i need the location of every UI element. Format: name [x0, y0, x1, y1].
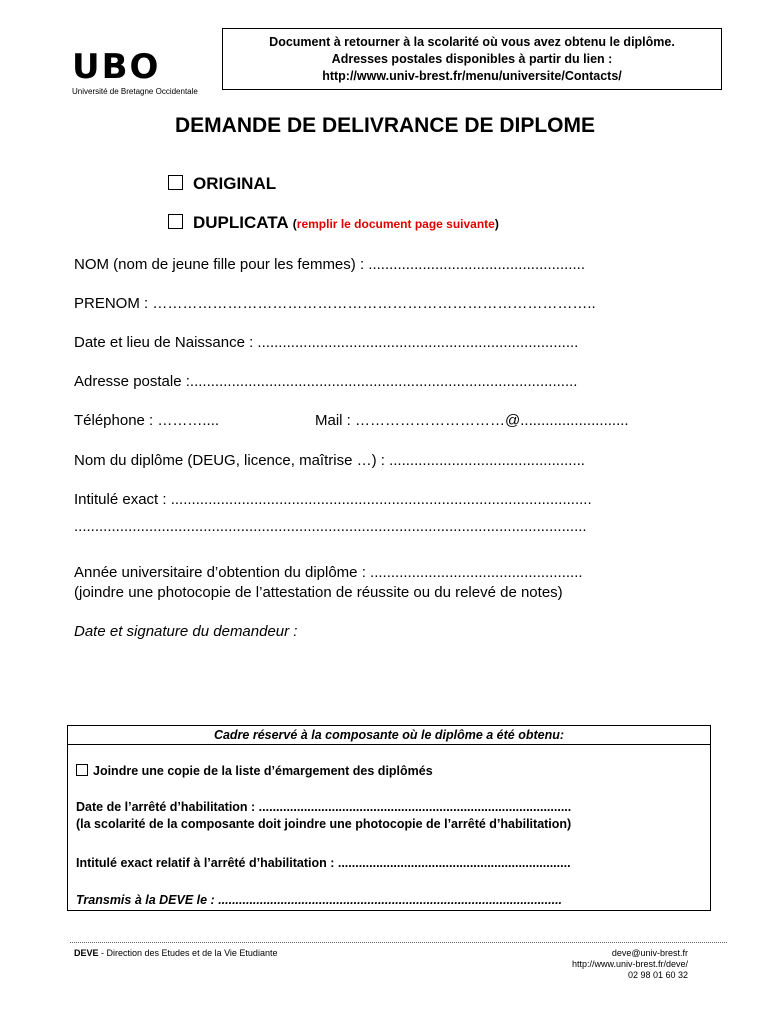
footer-url[interactable]: http://www.univ-brest.fr/deve/: [571, 959, 688, 969]
reserved-frame: [67, 725, 711, 911]
footer-divider: [70, 942, 727, 943]
footer-department: [74, 948, 277, 958]
ubo-logo: [72, 47, 198, 98]
notice-line-1: Document à retourner à la scolarité où vous avez obtenu le diplôme.: [269, 35, 675, 49]
footer-deve: DEVE: [74, 948, 99, 958]
field-adresse[interactable]: Adresse postale :.............................................................................................: [74, 373, 578, 390]
field-prenom[interactable]: PRENOM : ……………………………………………………………………………..: [74, 295, 596, 312]
field-naissance[interactable]: Date et lieu de Naissance : .............................................................................: [74, 334, 579, 351]
notice-line-2: Adresses postales disponibles à partir du lien :: [331, 52, 613, 66]
original-checkbox[interactable]: [168, 175, 183, 190]
duplicata-checkbox[interactable]: [168, 214, 183, 229]
field-transmis-deve[interactable]: Transmis à la DEVE le : ...................................................................................................: [76, 893, 563, 907]
footer-contact: [500, 948, 688, 981]
emargement-item[interactable]: [76, 764, 433, 778]
logo-mark: UBO: [72, 47, 161, 87]
notice-link[interactable]: http://www.univ-brest.fr/menu/universite/Contacts/: [322, 69, 622, 83]
emargement-label: Joindre une copie de la liste d’émargement des diplômés: [93, 764, 433, 778]
page-title: DEMANDE DE DELIVRANCE DE DIPLOME: [174, 114, 596, 137]
field-annee[interactable]: Année universitaire d’obtention du diplôme : ...................................................: [74, 564, 583, 581]
footer-phone: 02 98 01 60 32: [627, 970, 688, 980]
return-notice-box: [222, 28, 722, 90]
footer-email[interactable]: deve@univ-brest.fr: [611, 948, 688, 958]
field-intitule-continuation[interactable]: ...........................................................................................................................: [74, 518, 587, 535]
duplicata-label: DUPLICATA: [193, 213, 289, 232]
logo-subtitle: Université de Bretagne Occidentale: [72, 87, 198, 96]
signature-label: Date et signature du demandeur :: [74, 623, 298, 640]
field-mail[interactable]: Mail : …………………………@..........................: [315, 412, 629, 429]
field-diplome[interactable]: Nom du diplôme (DEUG, licence, maîtrise …) : ...............................................: [74, 452, 585, 469]
field-date-arrete[interactable]: Date de l’arrêté d’habilitation : ..........................................................................................: [76, 800, 572, 814]
field-intitule[interactable]: Intitulé exact : .....................................................................................................: [74, 491, 592, 508]
footer-department-name: - Direction des Etudes et de la Vie Etudiante: [98, 948, 278, 958]
field-nom[interactable]: NOM (nom de jeune fille pour les femmes) : ....................................................: [74, 256, 585, 273]
reserved-frame-header: Cadre réservé à la composante où le diplôme a été obtenu:: [68, 726, 710, 745]
option-duplicata[interactable]: DUPLICATA (remplir le document page suivante): [168, 213, 499, 233]
annee-note: (joindre une photocopie de l’attestation de réussite ou du relevé de notes): [74, 584, 563, 601]
field-telephone[interactable]: Téléphone : ………....: [74, 412, 220, 429]
option-original[interactable]: [168, 174, 276, 194]
duplicata-note: remplir le document page suivante: [296, 217, 495, 231]
original-label: ORIGINAL: [193, 174, 277, 193]
emargement-checkbox[interactable]: [76, 764, 88, 776]
arrete-note: (la scolarité de la composante doit joindre une photocopie de l’arrêté d’habilitation): [76, 817, 572, 831]
field-intitule-arrete[interactable]: Intitulé exact relatif à l’arrêté d’habilitation : ...................................................................: [76, 856, 571, 870]
